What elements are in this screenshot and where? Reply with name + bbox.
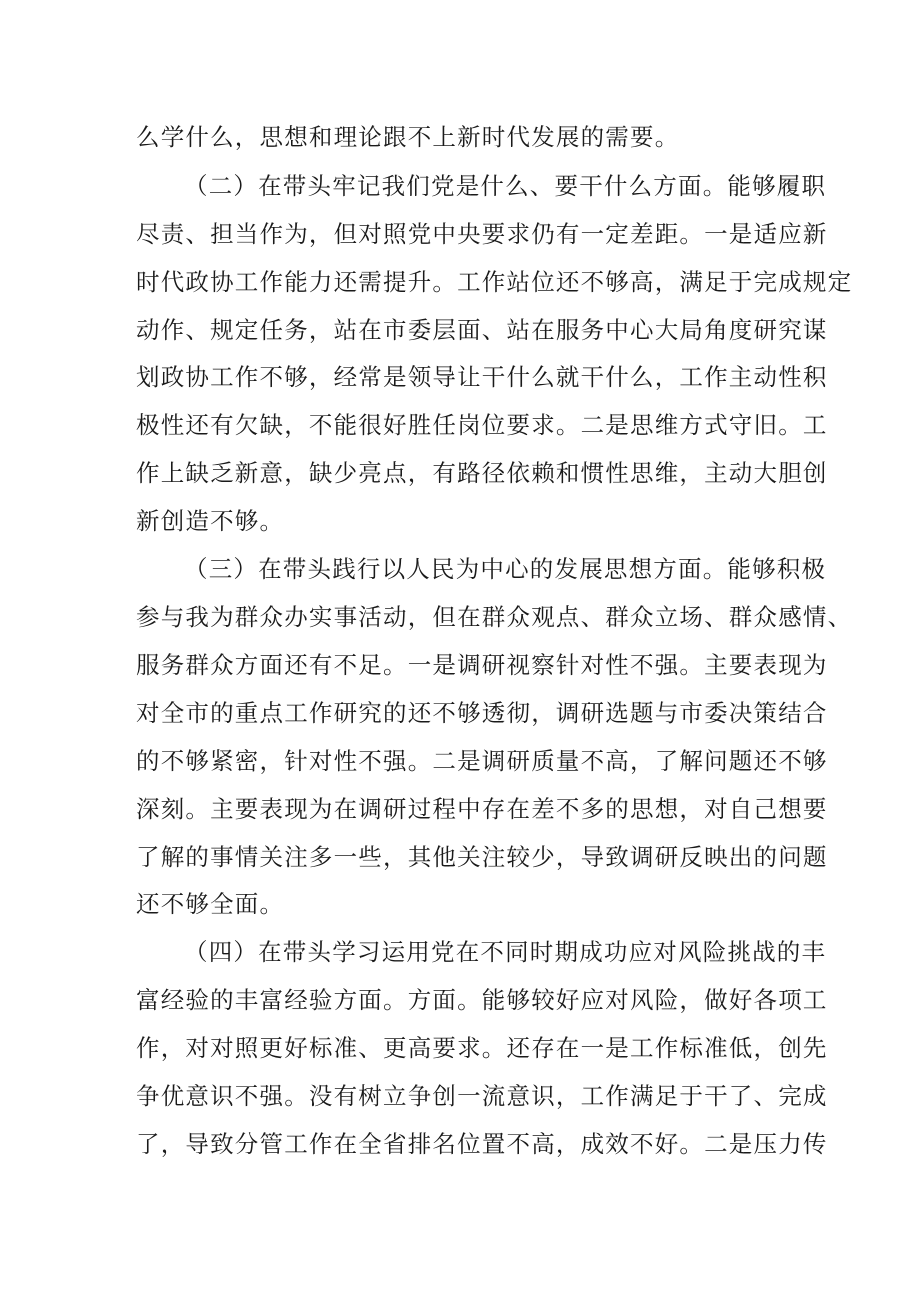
text-line: 服务群众方面还有不足。一是调研视察针对性不强。主要表现为 (136, 651, 828, 679)
section-heading-line: （三）在带头践行以人民为中心的发展思想方面。能够积极 (184, 555, 827, 583)
text-line: 极性还有欠缺，不能很好胜任岗位要求。二是思维方式守旧。工 (136, 411, 828, 439)
text-line: 了解的事情关注多一些，其他关注较少，导致调研反映出的问题 (136, 843, 828, 871)
section-heading-line: （四）在带头学习运用党在不同时期成功应对风险挑战的丰 (184, 938, 827, 966)
text-line: 对全市的重点工作研究的还不够透彻，调研选题与市委决策结合 (136, 699, 828, 727)
text-line: 参与我为群众办实事活动，但在群众观点、群众立场、群众感情、 (136, 603, 853, 631)
section-heading-line: （二）在带头牢记我们党是什么、要干什么方面。能够履职 (184, 172, 827, 200)
text-line: 么学什么，思想和理论跟不上新时代发展的需要。 (136, 123, 680, 151)
text-line: 了，导致分管工作在全省排名位置不高，成效不好。二是压力传 (136, 1130, 828, 1158)
text-line: 富经验的丰富经验方面。方面。能够较好应对风险，做好各项工 (136, 986, 828, 1014)
text-line: 深刻。主要表现为在调研过程中存在差不多的思想，对自己想要 (136, 795, 828, 823)
text-line: 还不够全面。 (136, 890, 285, 918)
text-line: 作，对对照更好标准、更高要求。还存在一是工作标准低，创先 (136, 1034, 828, 1062)
text-line: 的不够紧密，针对性不强。二是调研质量不高，了解问题还不够 (136, 747, 828, 775)
text-line: 动作、规定任务，站在市委层面、站在服务中心大局角度研究谋 (136, 316, 828, 344)
text-line: 新创造不够。 (136, 507, 285, 535)
text-line: 争优意识不强。没有树立争创一流意识，工作满足于干了、完成 (136, 1082, 828, 1110)
text-line: 划政协工作不够，经常是领导让干什么就干什么，工作主动性积 (136, 363, 828, 391)
text-line: 作上缺乏新意，缺少亮点，有路径依赖和惯性思维，主动大胆创 (136, 459, 828, 487)
text-line: 尽责、担当作为，但对照党中央要求仍有一定差距。一是适应新 (136, 220, 828, 248)
text-line: 时代政协工作能力还需提升。工作站位还不够高，满足于完成规定 (136, 268, 853, 296)
